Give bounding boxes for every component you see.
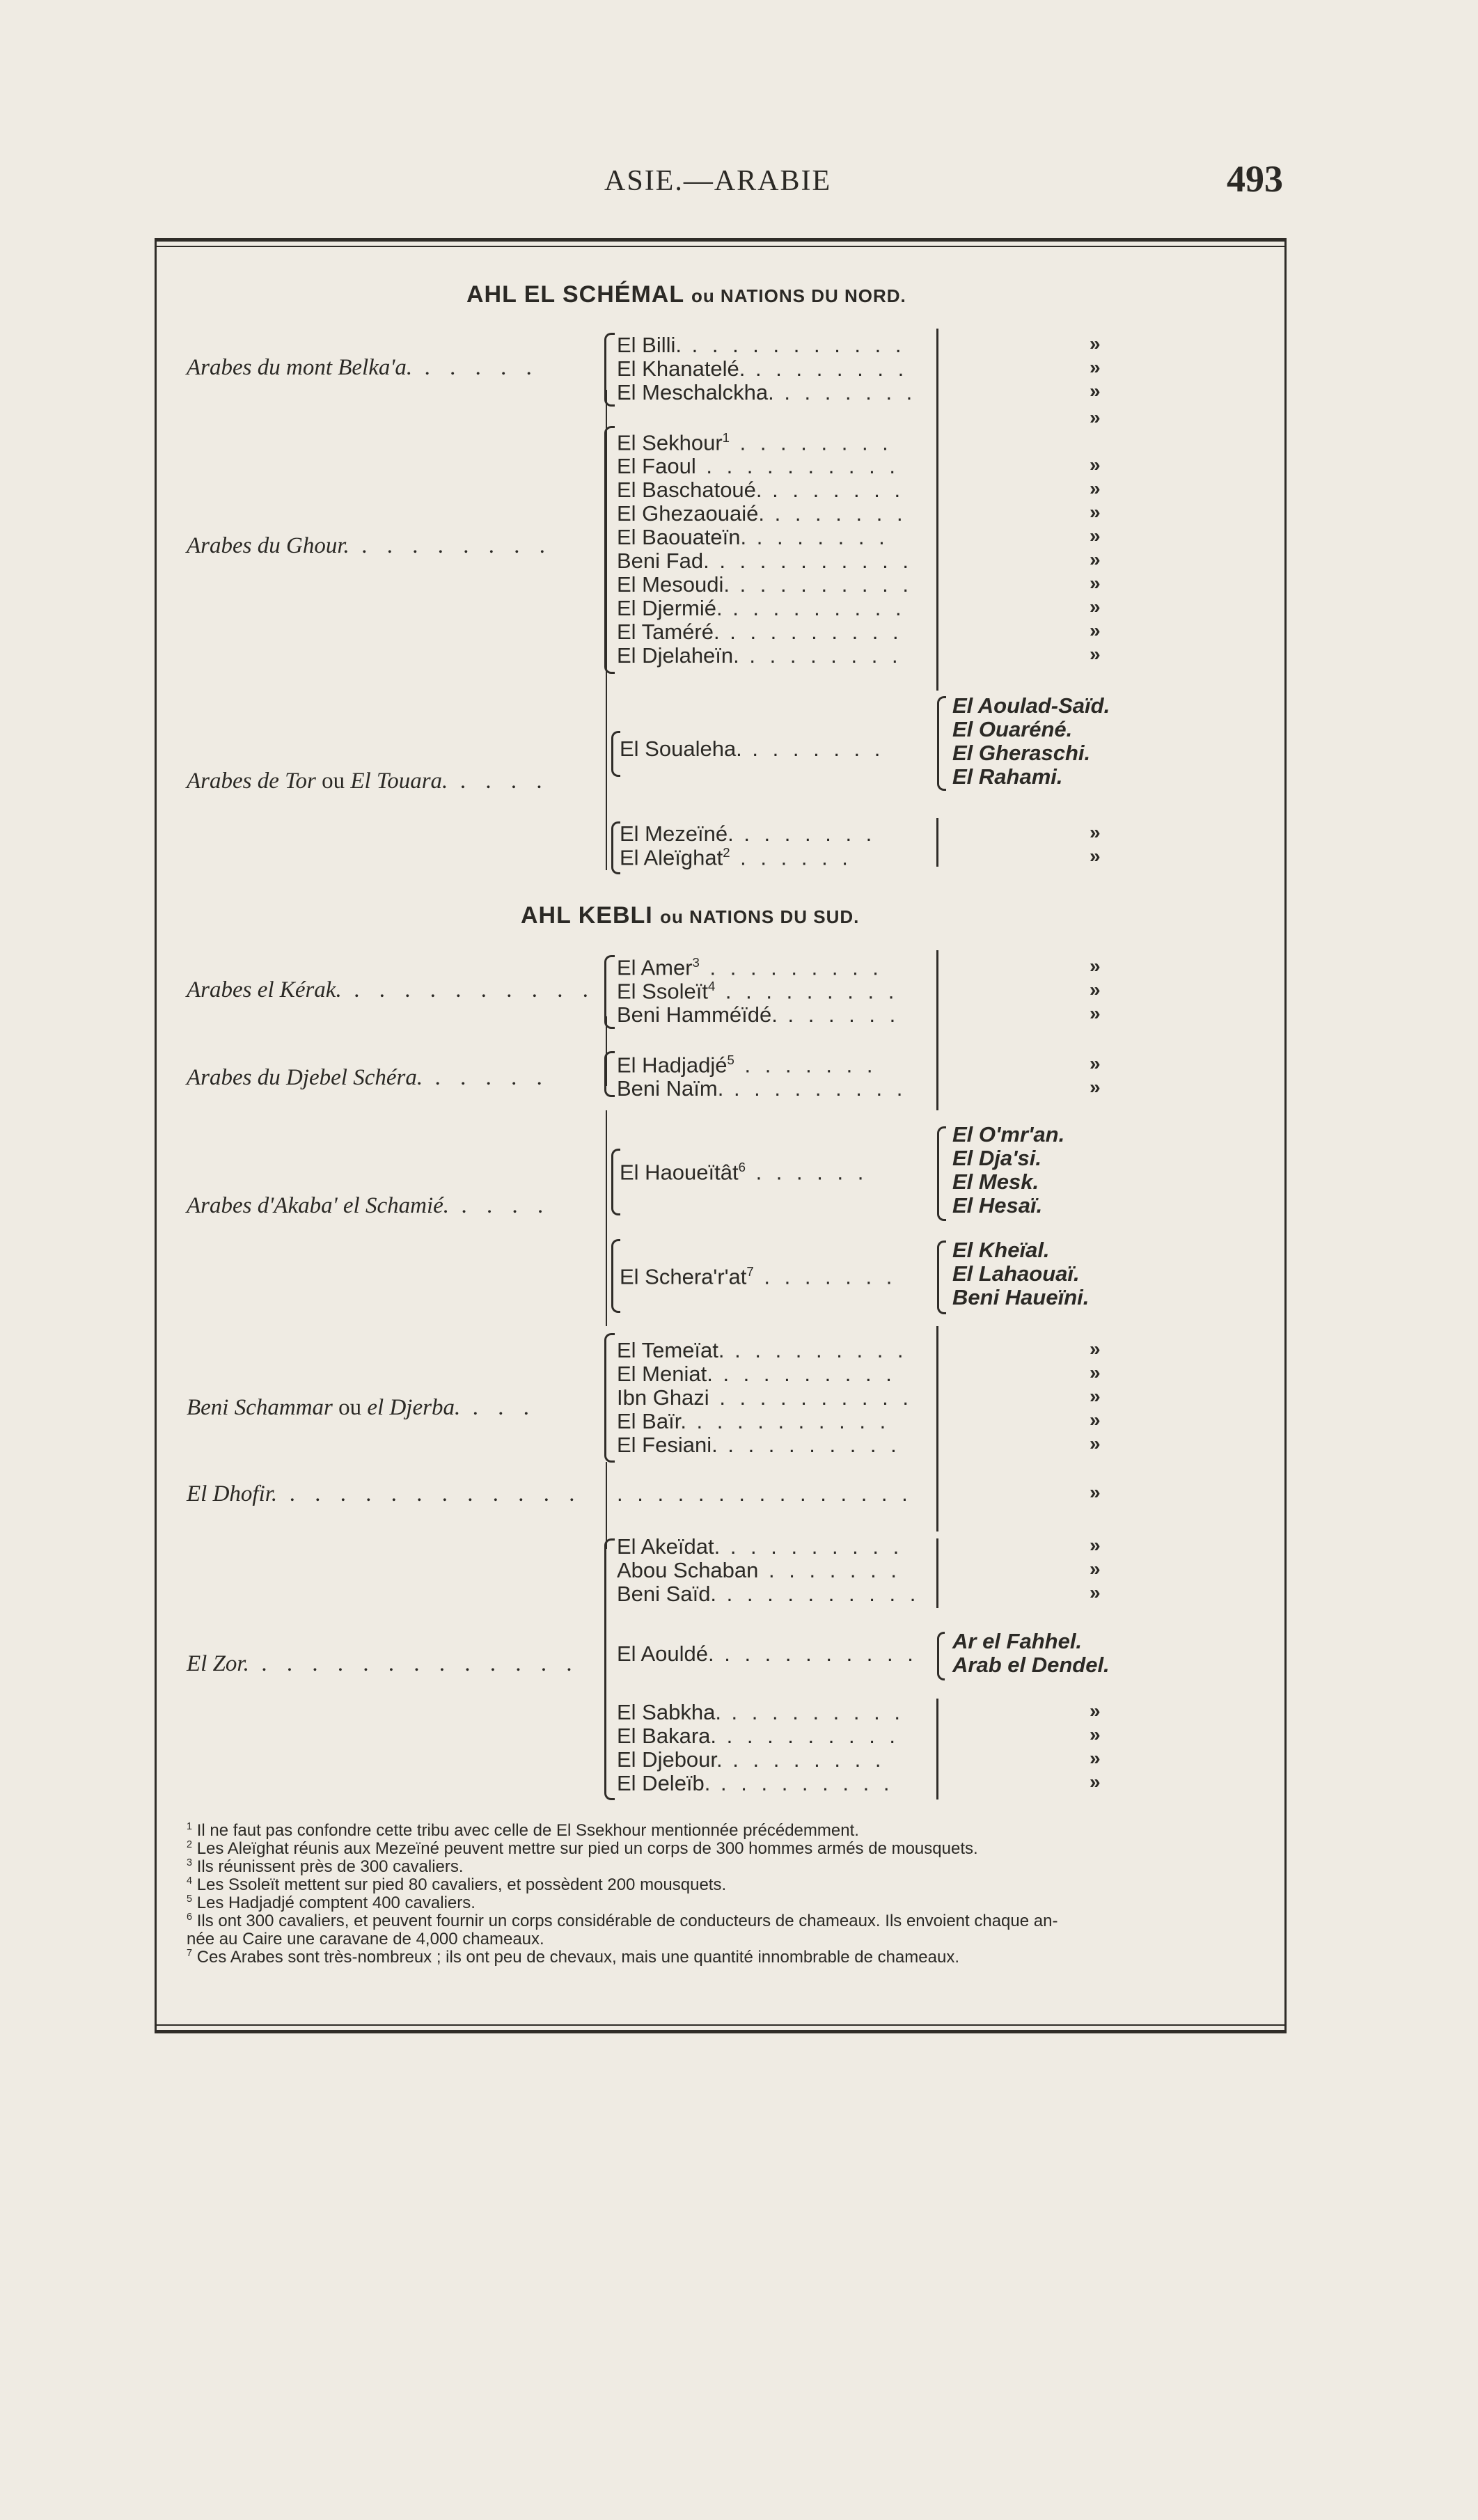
subtribe: El O'mr'an.	[952, 1122, 1065, 1147]
north-section-title	[466, 281, 906, 308]
tribe-row: El Taméré. . . . . . . . . .	[617, 620, 903, 644]
tribe-row: El Baïr. . . . . . . . . . .	[617, 1409, 890, 1433]
ditto: »	[1090, 407, 1101, 428]
ditto: »	[1090, 596, 1101, 617]
ditto: »	[1090, 356, 1101, 378]
subtribe: El Rahami.	[952, 764, 1063, 789]
tribe-row: El Aouldé. . . . . . . . . . .	[617, 1641, 918, 1666]
tribe-row: El Temeïat. . . . . . . . . .	[617, 1338, 908, 1362]
footnote: $^4$ Les Ssoleït mettent sur pied 80 cavaliers, et possèdent 200 mousquets.	[187, 1875, 727, 1894]
ditto: »	[1090, 478, 1101, 499]
bottom-rule-thin	[155, 2024, 1287, 2026]
ditto: »	[1090, 1582, 1101, 1603]
ditto: »	[1090, 1481, 1101, 1503]
tribe-row: El Djermié. . . . . . . . . .	[617, 596, 906, 620]
ditto: »	[1090, 1771, 1101, 1793]
ditto: »	[1090, 1002, 1101, 1024]
tribe-row: Ibn Ghazi . . . . . . . . . .	[617, 1385, 913, 1410]
top-rule-thick	[155, 238, 1287, 242]
subtribe: El Hesaï.	[952, 1193, 1043, 1218]
brace-soualeha-sub	[937, 696, 946, 791]
ditto: »	[1090, 380, 1101, 402]
subtribe: El Mesk.	[952, 1170, 1039, 1194]
south-title: AHL KEBLI	[521, 902, 653, 929]
brace-belka	[604, 333, 615, 407]
group-label: El Dhofir. . . . . . . . . . . . .	[187, 1481, 583, 1506]
top-rule-thin	[155, 246, 1287, 247]
tribe-row: El Mesoudi. . . . . . . . . .	[617, 572, 913, 597]
ditto: »	[1090, 572, 1101, 594]
ditto: »	[1090, 1558, 1101, 1580]
ditto: »	[1090, 333, 1101, 354]
right-rule	[1284, 238, 1287, 2033]
subtribe: El Ouaréné.	[952, 717, 1073, 741]
subtribe: El Aoulad-Saïd.	[952, 693, 1110, 718]
footnote-ref: 5	[727, 1053, 734, 1067]
tribe-row: El Djelaheïn. . . . . . . . .	[617, 643, 902, 668]
tribe-row: El Faoul . . . . . . . . . .	[617, 454, 899, 478]
tribe-row: Beni Saïd. . . . . . . . . . .	[617, 1582, 920, 1606]
tribe-row: El Deleïb. . . . . . . . . .	[617, 1771, 894, 1795]
running-head: ASIE.—ARABIE	[604, 165, 832, 197]
ditto: »	[1090, 1385, 1101, 1407]
tribe-row: El Baschatoué. . . . . . . .	[617, 478, 905, 502]
tribe-row: Beni Naïm. . . . . . . . . .	[617, 1076, 907, 1101]
ditto: »	[1090, 1338, 1101, 1360]
tribe-row: El Khanatelé. . . . . . . . .	[617, 356, 909, 381]
tribe-row: Abou Schaban . . . . . . .	[617, 1558, 901, 1582]
ditto: »	[1090, 955, 1101, 977]
spine-south-2	[606, 1110, 607, 1326]
footnote-ref: 6	[738, 1160, 746, 1174]
col-divider-north-1	[936, 329, 938, 691]
footnote: $^1$ Il ne faut pas confondre cette tribu avec celle de El Ssekhour mentionnée précédemment.	[187, 1821, 859, 1840]
brace-ghour	[604, 426, 615, 674]
footnote: $^3$ Ils réunissent près de 300 cavaliers.	[187, 1857, 464, 1876]
footnote-ref: 2	[723, 845, 730, 860]
subtribe: Ar el Fahhel.	[952, 1629, 1083, 1653]
tribe-row: El Ssoleït$^4$ . . . . . . . . .	[617, 979, 899, 1004]
ditto: »	[1090, 821, 1101, 843]
group-label: Arabes du mont Belka'a. . . . . .	[187, 355, 540, 380]
ditto: »	[1090, 501, 1101, 523]
ditto: »	[1090, 1700, 1101, 1722]
tribe-row: Beni Fad. . . . . . . . . . .	[617, 549, 913, 573]
group-label: Arabes du Djebel Schéra. . . . . .	[187, 1065, 550, 1090]
footnote-ref: 1	[722, 430, 730, 445]
bottom-rule-thick	[155, 2030, 1287, 2033]
ditto: »	[1090, 1409, 1101, 1431]
tribe-row: El Soualeha. . . . . . . .	[620, 737, 885, 761]
tribe-row: El Fesiani. . . . . . . . . .	[617, 1433, 901, 1457]
brace-haoueitat-sub	[937, 1126, 946, 1221]
tribe-row: El Ghezaouaié. . . . . . . .	[617, 501, 907, 526]
tribe-row: El Mezeïné. . . . . . . .	[620, 821, 876, 846]
north-title: AHL EL SCHÉMAL	[466, 281, 684, 308]
subtribe: El Dja'si.	[952, 1146, 1041, 1170]
ditto: »	[1090, 979, 1101, 1000]
tribe-row: El Sekhour$^1$ . . . . . . . .	[617, 430, 893, 455]
tribe-row: El Haoueïtât$^6$ . . . . . .	[620, 1160, 868, 1185]
tribe-row: El Meniat. . . . . . . . . .	[617, 1362, 896, 1386]
subtribe: Beni Haueïni.	[952, 1285, 1090, 1309]
brace-schammar	[604, 1333, 615, 1463]
tribe-row: El Meschalckha. . . . . . . .	[617, 380, 917, 404]
south-section-title	[521, 902, 859, 929]
footnote-ref: 3	[692, 955, 700, 970]
subtribe: Arab el Dendel.	[952, 1653, 1110, 1677]
spine-south-3	[606, 1462, 607, 1549]
ditto: »	[1090, 1433, 1101, 1454]
col-divider-north-2	[936, 818, 938, 867]
brace-zor	[604, 1538, 615, 1800]
ditto: »	[1090, 454, 1101, 475]
group-label: Arabes du Ghour. . . . . . . . .	[187, 533, 553, 558]
ditto: »	[1090, 1076, 1101, 1098]
col-divider-south-3	[936, 1538, 938, 1608]
subtribe: El Kheïal.	[952, 1238, 1050, 1262]
tribe-row: El Billi. . . . . . . . . . . .	[617, 333, 906, 357]
tribe-row: El Amer$^3$ . . . . . . . . .	[617, 955, 883, 980]
left-rule	[155, 238, 157, 2033]
group-label: Arabes de Tor ou El Touara. . . . .	[187, 769, 550, 794]
subtribe: El Lahaouaï.	[952, 1261, 1080, 1286]
north-subtitle: ou NATIONS DU NORD.	[691, 285, 906, 306]
col-divider-south-2	[936, 1326, 938, 1531]
footnote-ref: 4	[707, 979, 716, 993]
col-divider-south-1	[936, 950, 938, 1110]
footnote: $^5$ Les Hadjadjé comptent 400 cavaliers.	[187, 1893, 475, 1912]
tribe-row: El Djebour. . . . . . . . .	[617, 1747, 886, 1772]
brace-aoulde-sub	[937, 1632, 945, 1680]
ditto: »	[1090, 549, 1101, 570]
footnote: née au Caire une caravane de 4,000 chameaux.	[187, 1930, 544, 1948]
footnote: $^2$ Les Aleïghat réunis aux Mezeïné peuvent mettre sur pied un corps de 300 hommes armés de mousquets.	[187, 1839, 978, 1858]
brace-schera-sub	[937, 1241, 946, 1314]
subtribe: El Gheraschi.	[952, 741, 1091, 765]
ditto: »	[1090, 1747, 1101, 1769]
dhofir-dots: . . . . . . . . . . . . . . .	[617, 1481, 912, 1506]
tribe-row: El $Schera'r'at^7$ . . . . . . .	[620, 1264, 897, 1289]
footnote: $^7$ Ces Arabes sont très-nombreux ; ils ont peu de chevaux, mais une quantité innombrable de chameaux.	[187, 1948, 959, 1967]
ditto: »	[1090, 845, 1101, 867]
footnote: $^6$ Ils ont 300 cavaliers, et peuvent fournir un corps considérable de conducteurs de chameaux. Ils envoient chaque an-	[187, 1912, 1058, 1930]
tribe-row: Beni Hamméïdé. . . . . . .	[617, 1002, 900, 1027]
south-subtitle: ou NATIONS DU SUD.	[660, 906, 860, 927]
brace-djebel	[604, 1051, 615, 1097]
ditto: »	[1090, 1534, 1101, 1556]
col-divider-south-4	[936, 1699, 938, 1800]
tribe-row: El Akeïdat. . . . . . . . . .	[617, 1534, 904, 1559]
ditto: »	[1090, 643, 1101, 665]
brace-kerak	[604, 955, 615, 1029]
ditto: »	[1090, 1362, 1101, 1383]
ditto: »	[1090, 1724, 1101, 1745]
tribe-row: El Sabkha. . . . . . . . . .	[617, 1700, 904, 1724]
ditto: »	[1090, 1053, 1101, 1074]
ditto: »	[1090, 620, 1101, 641]
group-label: Arabes d'Akaba' el Schamié. . . . .	[187, 1193, 551, 1218]
group-label: El Zor. . . . . . . . . . . . . .	[187, 1651, 580, 1676]
tribe-row: El Bakara. . . . . . . . . .	[617, 1724, 900, 1748]
group-label: Beni Schammar ou el Djerba. . . .	[187, 1395, 537, 1420]
tribe-row: El Aleïghat$^2$ . . . . . .	[620, 845, 852, 870]
ditto: »	[1090, 525, 1101, 546]
tribe-row: El Baouateïn. . . . . . . .	[617, 525, 889, 549]
group-label: Arabes el Kérak. . . . . . . . . . .	[187, 977, 596, 1002]
footnote-ref: 7	[746, 1264, 754, 1279]
tribe-row: El Hadjadjé$^5$ . . . . . . .	[617, 1053, 877, 1078]
page-number: 493	[1227, 158, 1283, 200]
